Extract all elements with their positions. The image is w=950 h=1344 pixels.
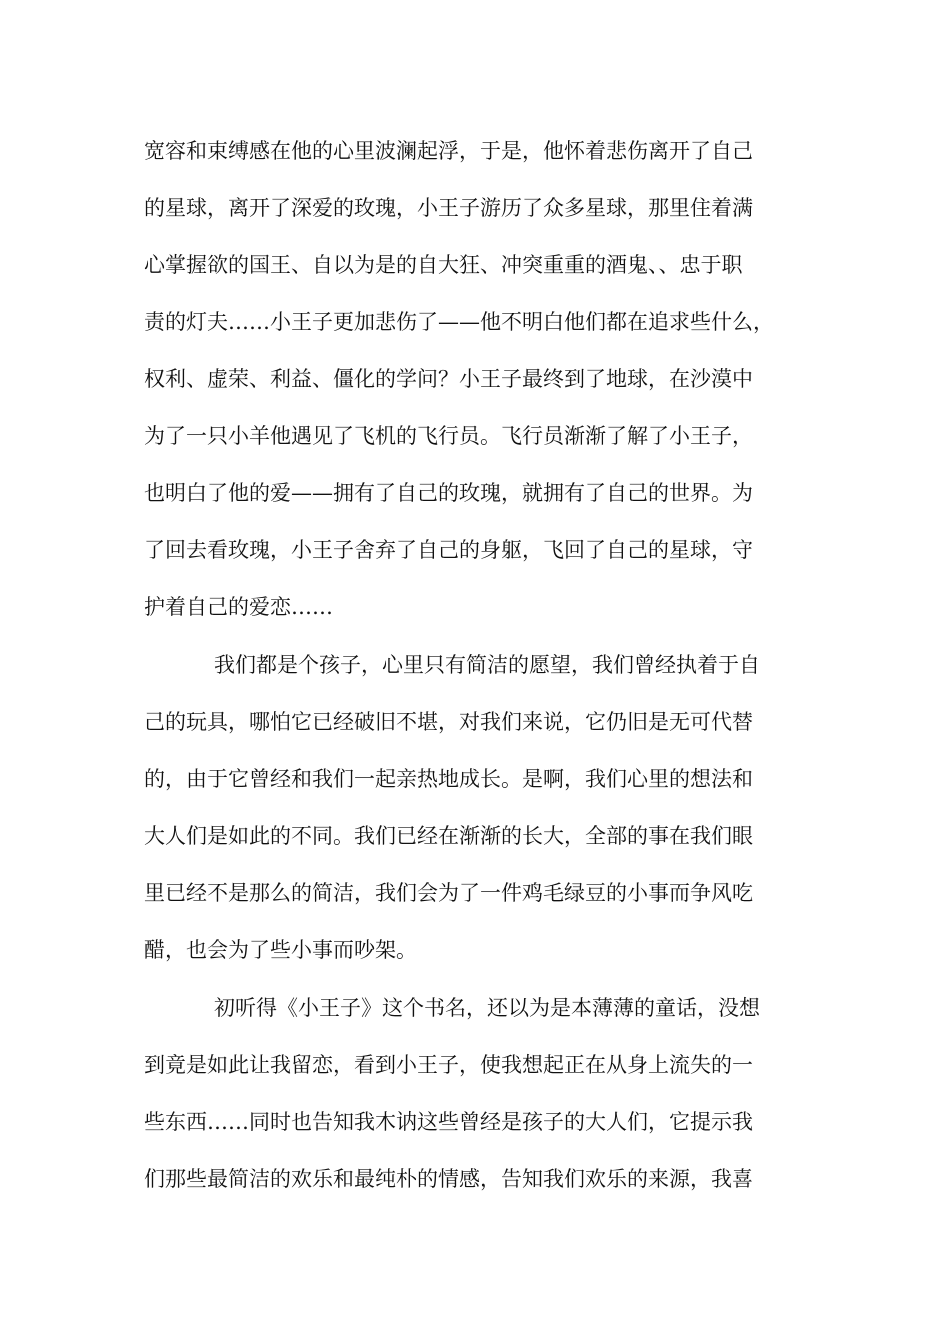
text-line: 权利、虚荣、利益、僵化的学问？小王子最终到了地球，在沙漠中: [144, 367, 753, 391]
text-line: 责的灯夫……小王子更加悲伤了——他不明白他们都在追求些什么，: [144, 310, 774, 334]
paragraph-1: [144, 123, 814, 636]
paragraph-3: [144, 980, 814, 1208]
text-line: 也明白了他的爱——拥有了自己的玫瑰，就拥有了自己的世界。为: [144, 481, 753, 505]
text-line: 了回去看玫瑰，小王子舍弃了自己的身躯，飞回了自己的星球，守: [144, 538, 753, 562]
text-line: 护着自己的爱恋……: [144, 595, 333, 619]
text-line: 初听得《小王子》这个书名，还以为是本薄薄的童话，没想: [214, 996, 760, 1020]
text-line: 醋，也会为了些小事而吵架。: [144, 938, 417, 962]
text-line: 我们都是个孩子，心里只有简洁的愿望，我们曾经执着于自: [214, 653, 760, 677]
text-line: 些东西……同时也告知我木讷这些曾经是孩子的大人们，它提示我: [144, 1110, 753, 1134]
text-line: 的星球，离开了深爱的玫瑰，小王子游历了众多星球，那里住着满: [144, 196, 753, 220]
text-line: 为了一只小羊他遇见了飞机的飞行员。飞行员渐渐了解了小王子，: [144, 424, 753, 448]
text-line: 里已经不是那么的简洁，我们会为了一件鸡毛绿豆的小事而争风吃: [144, 881, 753, 905]
text-line: 己的玩具，哪怕它已经破旧不堪，对我们来说，它仍旧是无可代替: [144, 710, 753, 734]
paragraph-2: [144, 637, 814, 979]
text-line: 大人们是如此的不同。我们已经在渐渐的长大，全部的事在我们眼: [144, 824, 753, 848]
text-line: 的，由于它曾经和我们一起亲热地成长。是啊，我们心里的想法和: [144, 767, 753, 791]
text-line: 们那些最简洁的欢乐和最纯朴的情感，告知我们欢乐的来源，我喜: [144, 1167, 753, 1191]
text-line: 宽容和束缚感在他的心里波澜起浮，于是，他怀着悲伤离开了自己: [144, 139, 753, 163]
text-line: 到竟是如此让我留恋，看到小王子，使我想起正在从身上流失的一: [144, 1053, 753, 1077]
text-line: 心掌握欲的国王、自以为是的自大狂、冲突重重的酒鬼、、忠于职: [144, 253, 743, 277]
